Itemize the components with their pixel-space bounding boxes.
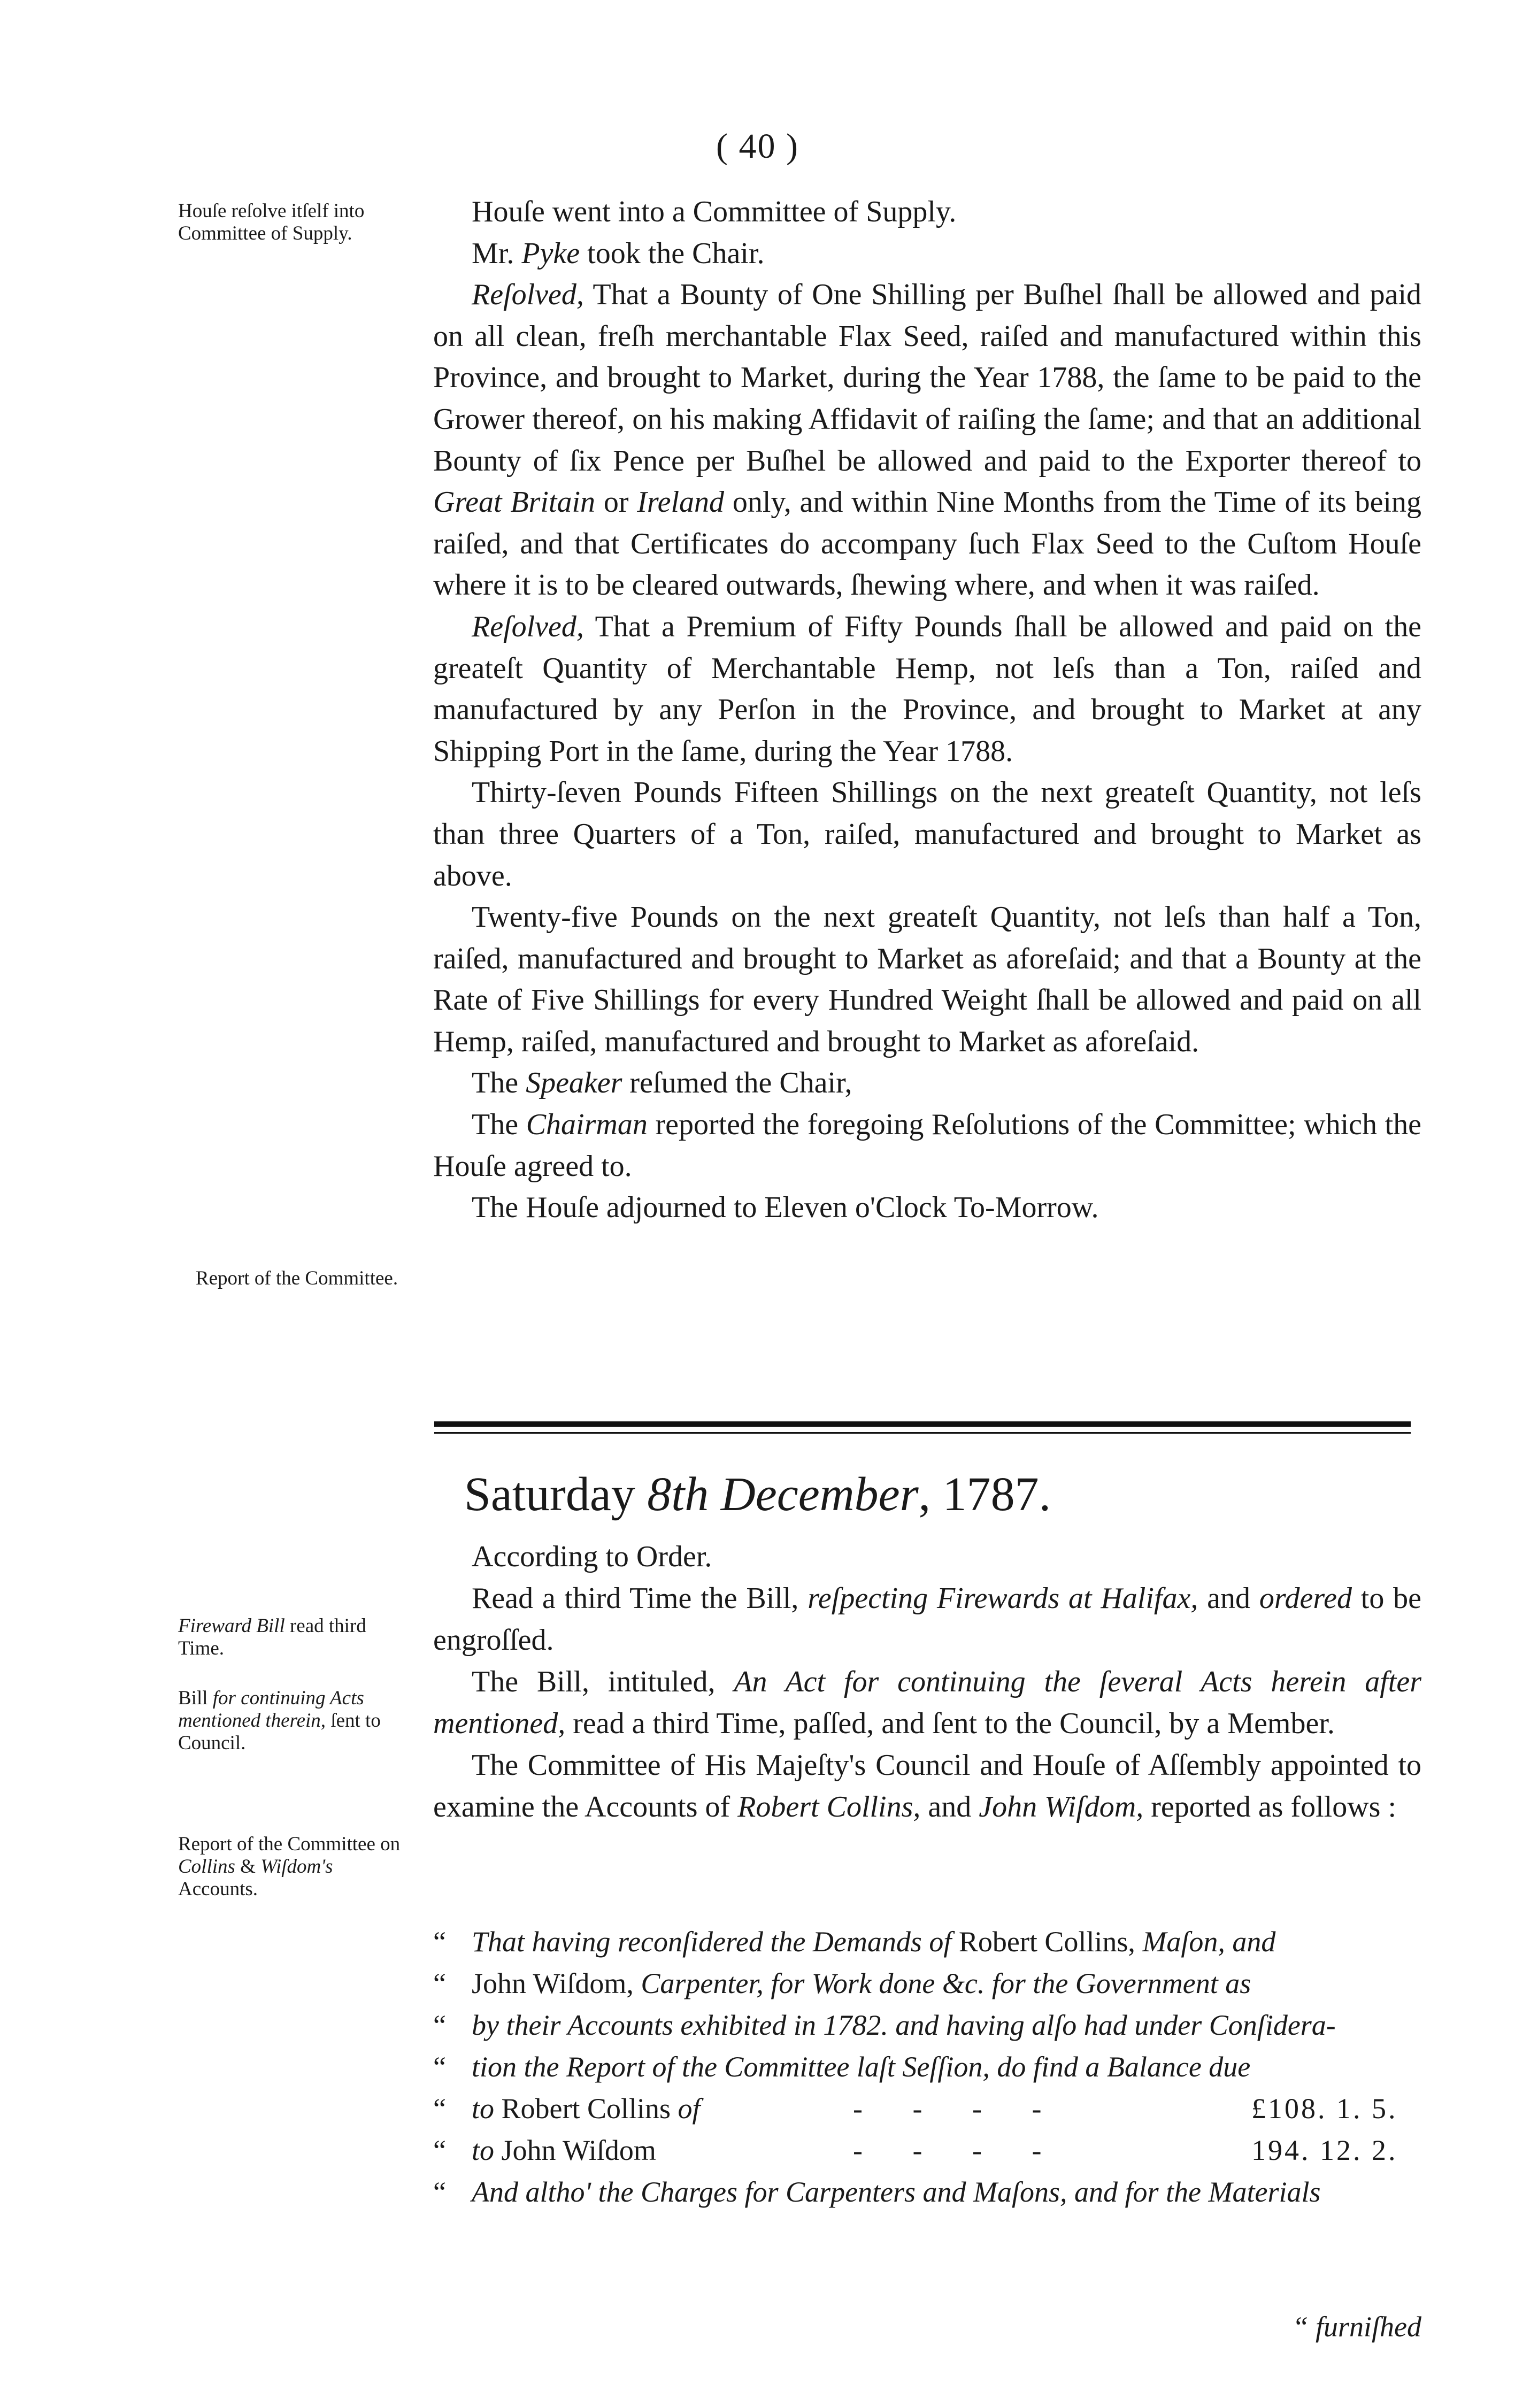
margin-note-text: Fireward Bill <box>178 1615 285 1637</box>
paragraph-text: The <box>472 1108 526 1142</box>
quote-text: That having reconſidered the Demands of <box>472 1926 959 1958</box>
quote-text: Carpenter, for Work done &c. for the Government as <box>641 1967 1251 1999</box>
place-name: Great Britain <box>433 486 596 519</box>
paragraph-text: Read a third Time the Bill, <box>472 1582 808 1615</box>
bill-title: reſpecting Firewards at Halifax, <box>808 1582 1198 1615</box>
margin-note-text: & <box>235 1856 261 1878</box>
margin-note-accounts <box>178 1833 408 1901</box>
quote-text: tion the Report of the Committee laſt Seſſion, do find a Balance due <box>472 2051 1251 2083</box>
paragraph <box>433 1661 1421 1744</box>
paragraph <box>433 1536 1421 1578</box>
paragraph <box>433 274 1421 606</box>
saturday-proceedings-section <box>433 1536 1421 1828</box>
paragraph-text: The Bill, intituled, <box>472 1665 734 1698</box>
paragraph-text: or <box>595 486 637 519</box>
leader-dashes: - - - - <box>853 2134 1063 2166</box>
paragraph-text: reſumed the Chair, <box>622 1066 852 1100</box>
quote-line <box>433 2171 1421 2213</box>
quote-text: to <box>472 2134 502 2166</box>
margin-note-text: Wiſdom's <box>260 1856 333 1878</box>
person-name: John Wiſdom <box>501 2134 656 2166</box>
balance-row-wisdom <box>433 2129 1421 2171</box>
paragraph-text: Thirty-ſeven Pounds Fifteen Shillings on the next greateſt Quantity, not leſs than three Quarters of a Ton, raiſed, manufactured and brought to Market as above. <box>433 776 1421 893</box>
act-title: An Act for continuing the ſeveral Acts herein after mentioned, <box>433 1665 1421 1740</box>
paragraph <box>433 1744 1421 1828</box>
quote-mark: “ <box>433 1926 446 1958</box>
quote-line <box>433 1921 1421 1963</box>
paragraph-text: That a Bounty of One Shilling per Buſhel ſhall be allowed and paid on all clean, freſh merchantable Flax Seed, raiſed and manufactured within this Province, and brought to Market, during the Year 1788, the ſame to be paid to the Grower thereof, on his making Affidavit of raiſing the ſame; and that an additional Bounty of ſix Pence per Buſhel be allowed and paid to the Exporter thereof to <box>433 278 1421 478</box>
margin-note-text: ſent to Council. <box>178 1710 381 1754</box>
paragraph-text: According to Order. <box>472 1540 712 1573</box>
section-divider-thin <box>434 1432 1411 1434</box>
quote-text: of <box>678 2092 701 2125</box>
paragraph-text: reported as follows : <box>1143 1790 1397 1824</box>
paragraph-text: and <box>1198 1582 1259 1615</box>
person-name: Robert Collins, <box>737 1790 921 1824</box>
margin-note-text: Report of the Committee. <box>195 1267 398 1289</box>
quote-text: to <box>472 2092 502 2125</box>
margin-note-bill <box>178 1687 408 1755</box>
paragraph-text: read a third Time, paſſed, and ſent to the Council, by a Member. <box>565 1707 1335 1740</box>
paragraph <box>433 772 1421 897</box>
balance-amount: 194. 12. 2. <box>1251 2134 1398 2166</box>
margin-note-text: Accounts. <box>178 1878 258 1900</box>
quote-mark: “ <box>433 2009 446 2041</box>
paragraph-text: That a Premium of Fifty Pounds ſhall be allowed and paid on the greateſt Quantity of Merchantable Hemp, not leſs than a Ton, raiſed and manufactured by any Perſon in the Province, and brought to Market at any Shipping Port in the ſame, during the Year 1788. <box>433 610 1421 768</box>
paragraph <box>433 191 1421 233</box>
person-name: Robert Collins, <box>958 1926 1143 1958</box>
margin-note-report <box>184 1267 409 1290</box>
page-number: ( 40 ) <box>716 127 799 166</box>
margin-note-text: Bill <box>178 1687 213 1709</box>
margin-note-supply <box>178 200 408 245</box>
margin-note-text: for continuing Acts mentioned therein, <box>178 1687 364 1732</box>
person-name: John Wiſdom, <box>979 1790 1144 1824</box>
chairman-label: Chairman <box>526 1108 648 1142</box>
paragraph <box>433 1578 1421 1661</box>
leader-dashes: - - - - <box>853 2092 1063 2125</box>
balance-amount: £108. 1. 5. <box>1251 2092 1398 2125</box>
balance-label <box>472 2088 701 2129</box>
paragraph-text: took the Chair. <box>580 236 765 270</box>
resolved-label: Reſolved, <box>472 278 584 312</box>
paragraph-text: The <box>472 1066 526 1100</box>
person-name: John Wiſdom, <box>472 1967 641 1999</box>
paragraph-text: and <box>920 1790 979 1824</box>
speaker-label: Speaker <box>526 1066 622 1100</box>
paragraph-text: Twenty-five Pounds on the next greateſt Quantity, not leſs than half a Ton, raiſed, manufactured and brought to Market as aforeſaid; and that a Bounty at the Rate of Five Shillings for every Hundred Weight ſhall be allowed and paid on all Hemp, raiſed, manufactured and brought to Market as aforeſaid. <box>433 901 1421 1058</box>
paragraph-text: The Committee of His Majeſty's Council and Houſe of Aſſembly appointed to examine the Accounts of <box>433 1749 1421 1824</box>
paragraph <box>433 1063 1421 1104</box>
paragraph <box>433 1187 1421 1229</box>
quote-mark: “ <box>433 2176 446 2208</box>
balance-row-collins <box>433 2088 1421 2129</box>
paragraph-text: ordered <box>1259 1582 1352 1615</box>
quote-line <box>433 2046 1421 2088</box>
section-divider-thick <box>434 1421 1411 1427</box>
quote-mark: “ <box>433 1967 446 1999</box>
paragraph-text: Houſe went into a Committee of Supply. <box>472 195 957 228</box>
resolved-label: Reſolved, <box>472 610 584 643</box>
quote-text: And altho' the Charges for Carpenters and Maſons, and for the Materials <box>472 2176 1321 2208</box>
quote-text: by their Accounts exhibited in 1782. and having alſo had under Conſidera- <box>472 2009 1336 2041</box>
paragraph <box>433 1104 1421 1187</box>
quote-mark: “ <box>433 2051 446 2083</box>
place-name: Ireland <box>637 486 725 519</box>
paragraph <box>433 233 1421 275</box>
catchword: “ furniſhed <box>1292 2311 1421 2343</box>
paragraph-text: to be engroſſed. <box>433 1582 1421 1657</box>
quote-text: Maſon, and <box>1142 1926 1276 1958</box>
quote-line <box>433 2004 1421 2046</box>
paragraph-text: The Houſe adjourned to Eleven o'Clock To-Morrow. <box>472 1191 1099 1225</box>
committee-of-supply-section <box>433 191 1421 1229</box>
quote-mark: “ <box>433 2134 446 2166</box>
chairman-name: Pyke <box>521 236 580 270</box>
paragraph <box>433 606 1421 772</box>
date-heading-year: , 1787. <box>918 1468 1051 1521</box>
quote-mark: “ <box>433 2092 446 2125</box>
margin-note-text: Collins <box>178 1856 235 1878</box>
date-heading <box>0 1465 1515 1524</box>
person-name: Robert Collins <box>501 2092 678 2125</box>
margin-note-text: read third Time. <box>178 1615 366 1659</box>
margin-note-fireward <box>178 1615 408 1660</box>
date-heading-day: Saturday <box>464 1468 648 1521</box>
paragraph-text: only, and within Nine Months from the Time of its being raiſed, and that Certificates do accompany ſuch Flax Seed to the Cuſtom Houſe where it is to be cleared outwards, ſhewing where, and when it was raiſed. <box>433 486 1421 602</box>
paragraph <box>433 897 1421 1063</box>
date-heading-date: 8th December <box>647 1468 919 1521</box>
margin-note-text: Report of the Committee on <box>178 1833 401 1855</box>
margin-note-text: Houſe reſolve itſelf into Committee of Supply. <box>178 200 365 244</box>
paragraph-text: reported the foregoing Reſolutions of the Committee; which the Houſe agreed to. <box>433 1108 1422 1183</box>
balance-label <box>472 2129 656 2171</box>
quote-line <box>433 1963 1421 2004</box>
committee-report-quote <box>433 1921 1421 2213</box>
paragraph-text: Mr. <box>472 236 522 270</box>
